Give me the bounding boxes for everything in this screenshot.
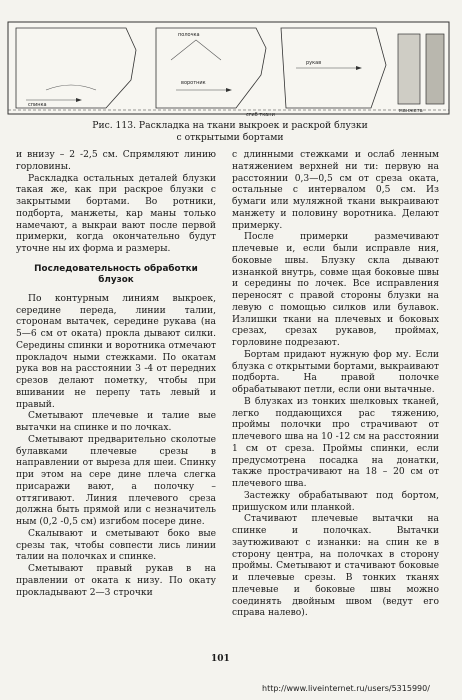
paragraph: Застежку обрабатывают под бортом, пришуском или планкой. [232,490,439,513]
figure-caption [30,120,430,143]
paragraph: По контурным линиям выкроек, середине переда, линии талии, сторонам вытачек, середине рукава (на 5—6 см от оката) прокла дывают силки. Середины спинки и воротника отмечают прокладоч ными стежками. По окатам рука вов на расстоянии 3 -4 от передних срезов делают пометку, чтобы при вшивании не перепу тать левый и правый. [16,293,216,410]
caption-line-2: с открытыми бортами [176,131,284,143]
paragraph: Сметывают правый рукав в на правлении от оката к низу. По окату прокладывают 2—3 строчки [16,564,216,598]
label-front: полочка [178,32,200,38]
label-collar: воротник [181,80,206,86]
paragraph: Раскладка остальных деталей блузки такая же, как при раскрое блузки с закрытыми бортами. Во ротники, подборта, манжеты, кар маны только намечают, а выкраи вают после первой примерки, когда окончательно будут уточне ны их форма и размеры. [16,173,216,254]
paragraph: Сметывают плечевые и талие вые вытачки на спинке и по лочках. [16,411,216,433]
page-number: 101 [211,654,230,664]
right-column [232,150,439,620]
cuff-piece [398,34,420,104]
section-heading: Последовательность обработки блузок [34,263,198,285]
paragraph: Скалывают и сметывают боко вые срезы так, чтобы совпести лись линии талии на полочках и спинке. [16,528,216,563]
label-fold: сгиб ткани [246,112,275,118]
layout-figure [6,20,451,118]
label-sleeve: рукав [306,60,322,66]
paragraph: Сметывают предварительно сколотые булавками плечевые срезы в направлении от выреза для шеи. Спинку при этом на сере дине плеча слегка присаражи вают, а полочку – оттягивают. Линия плечевого среза должна быть прямой или с незначитель ным (0,2 -0,5 см) изгибом посере дине. [16,434,216,527]
paragraph: Стачивают плечевые вытачки на спинке и полочках. Вытачки заутюживают с изнанки: на спин ке в сторону центра, на полочках в сторону проймы. Сметывают и стачивают боковые и плечевые срезы. В тонких тканях плечевые и боковые швы можно соединять двойным швом (ведут его справа налево). [232,514,439,619]
label-cuff: манжета [399,108,423,114]
left-column [16,150,216,599]
fabric-layout-diagram [6,20,451,118]
paragraph: После примерки размечивают плечевые и, если были исправле ния, боковые швы. Блузку скла дывают изнанкой внутрь, совме щая боковые швы и середины по лочек. Все исправления переносят с правой стороны блузки на левую с помощью силков или булавок. Излишки ткани на плечевых и боковых срезах, срезах рукавов, проймах, горловине подрезают. [232,232,439,348]
paragraph: и внизу – 2 -2,5 см. Спрямляют линию горловины. [16,150,216,172]
paragraph: с длинными стежками и ослаб ленным натяжением верхней ни ти: первую на расстоянии 0,3—0,5 см от среза оката, остальные с интервалом 0,5 см. Из бумаги или муляжной ткани выкраивают манжету и половину воротника. Делают примерку. [232,150,439,231]
paragraph: Бортам придают нужную фор му. Если блузка с открытыми бортами, выкраивают подборта. На правой полочке обрабатывают петли, если они вытачные. [232,349,439,395]
label-back: спинка [28,102,47,108]
paragraph: В блузках из тонких шелковых тканей, легко поддающихся рас тяжению, проймы полочки про страчивают от плечевого шва на 10 -12 см на расстоянии 1 см от среза. Проймы спинки, если предусмотрена посадка на донатки, также прострачивают на 18 – 20 см от плечевого шва. [232,396,439,489]
source-url: http://www.liveinternet.ru/users/5315990/ [262,684,430,693]
caption-line-1: Рис. 113. Раскладка на ткани выкроек и раскрой блузки [92,120,368,131]
